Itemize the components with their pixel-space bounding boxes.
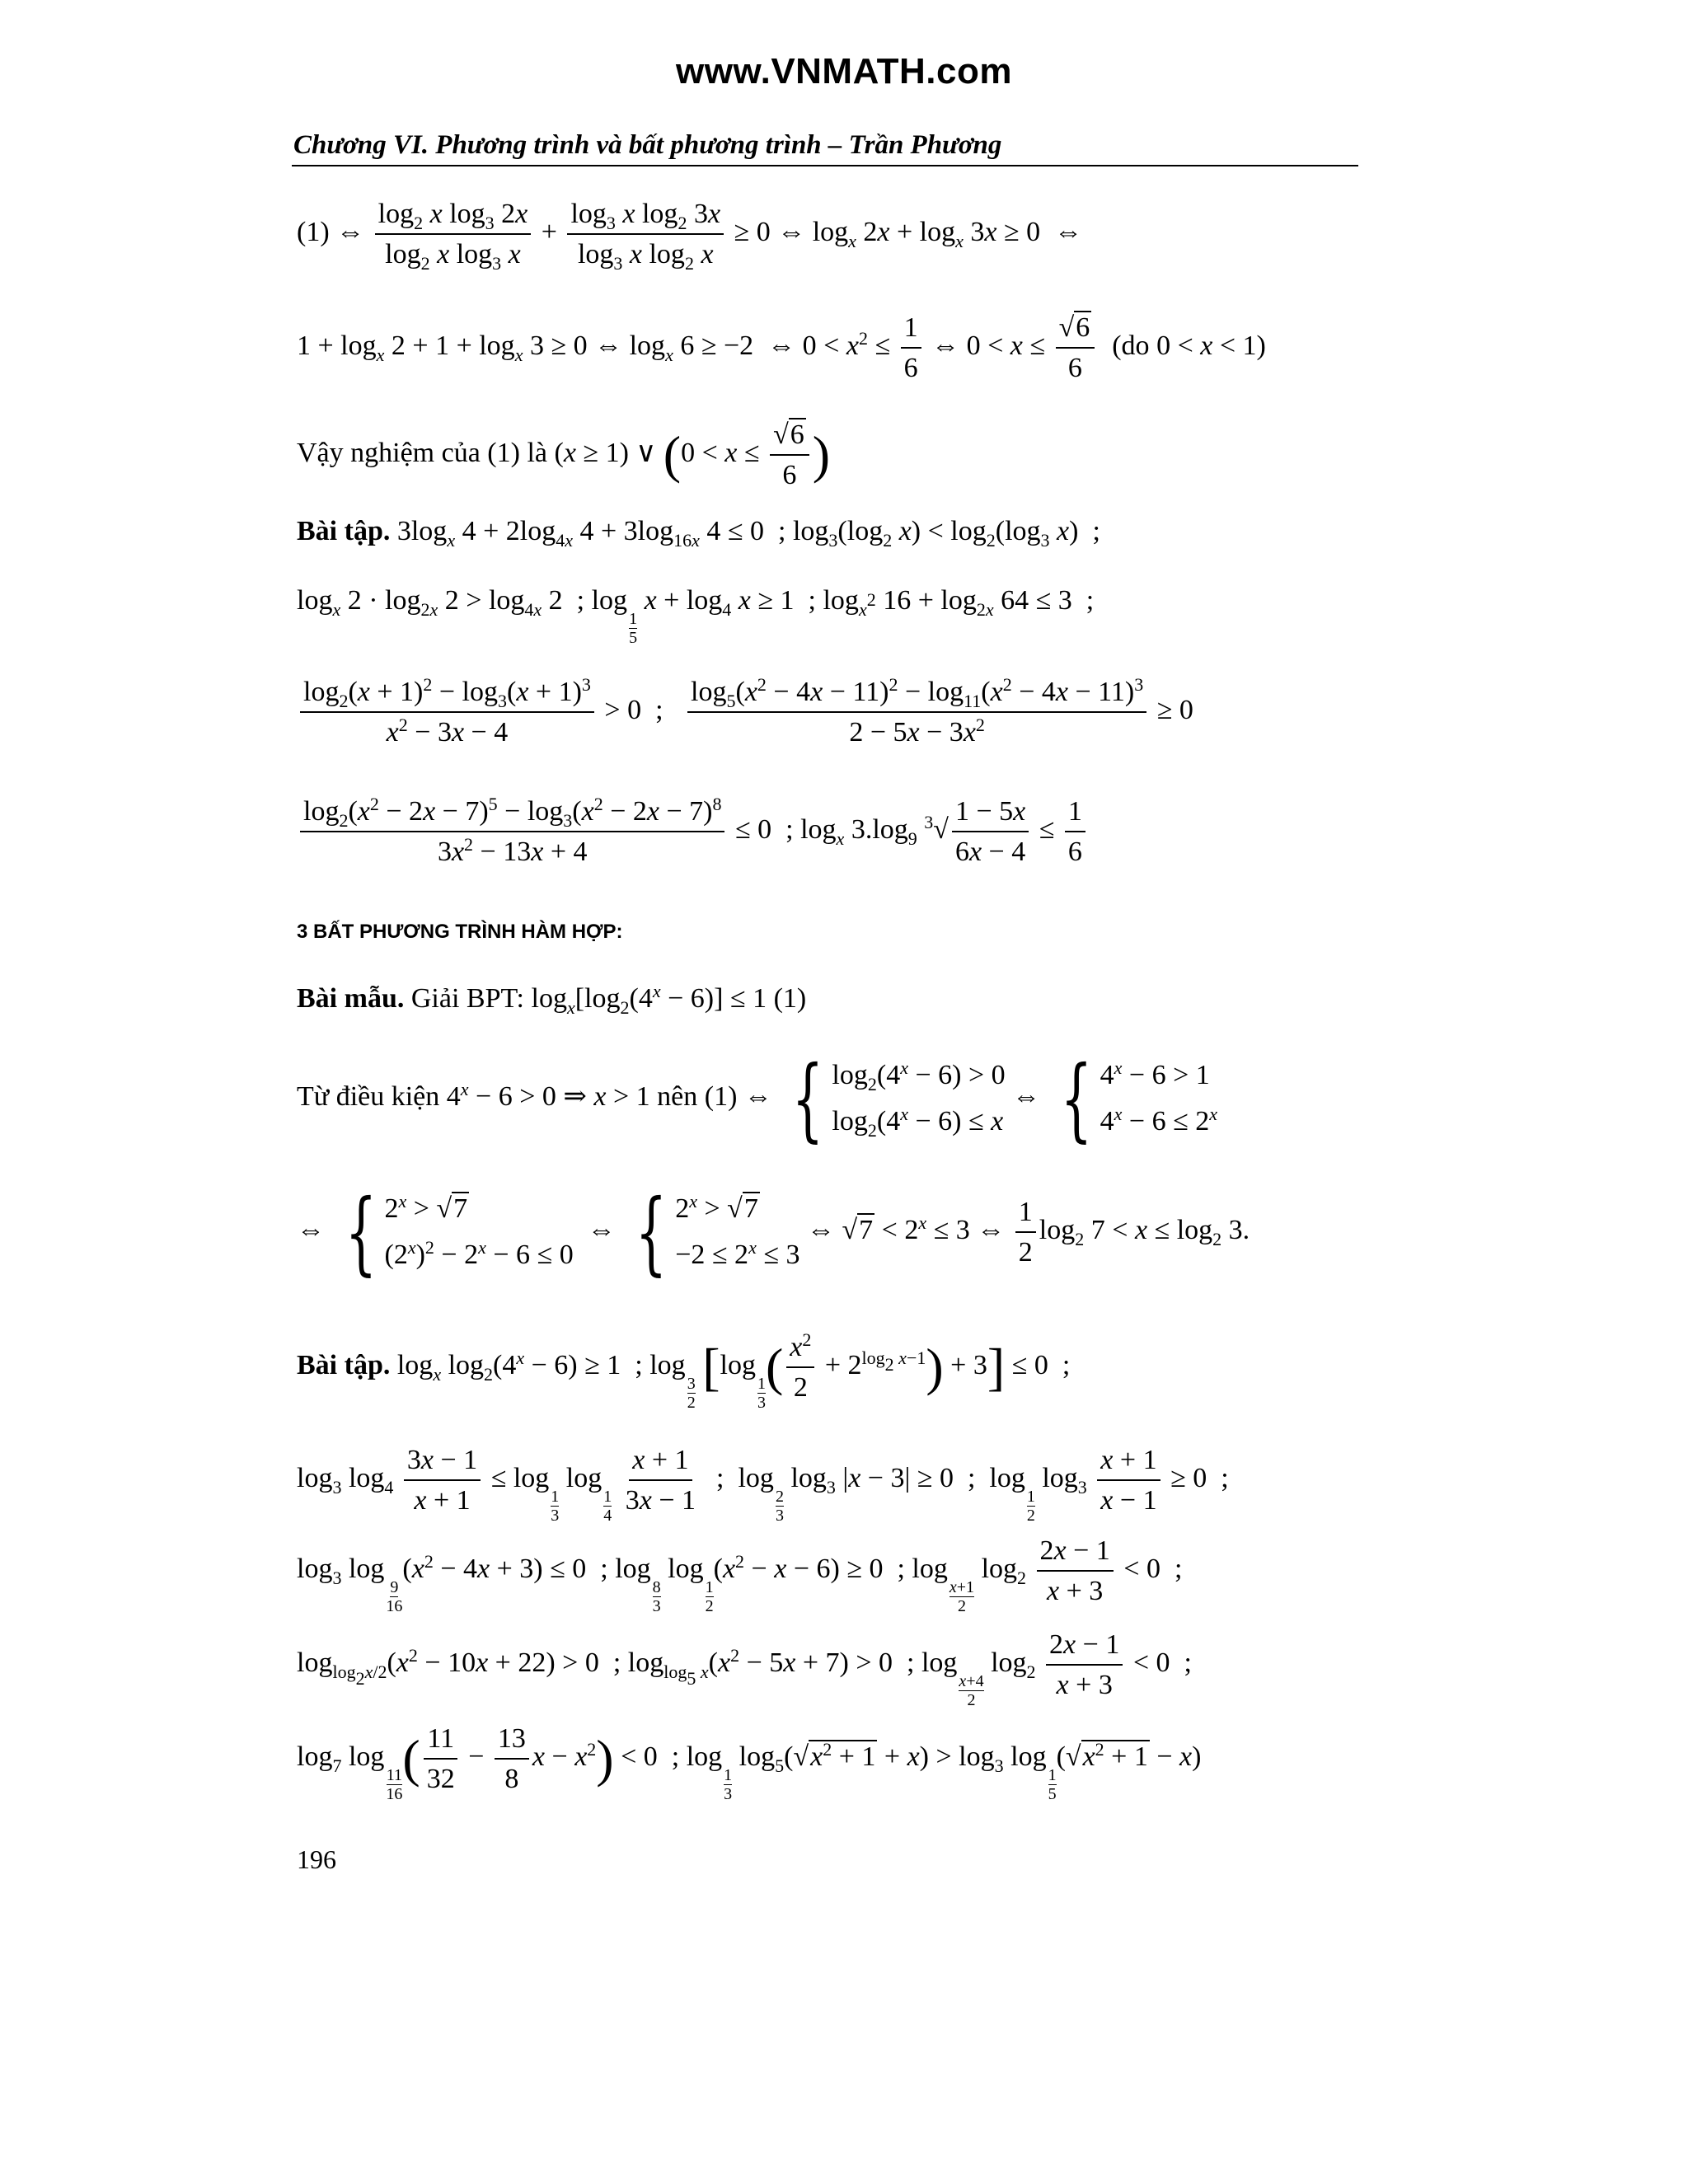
equation-system: { $4^x - 6 > 1$ $4^x - 6 \le 2^x$ xyxy=(1060,1046,1218,1151)
conclusion-line: Vậy nghiệm của (1) là (x ≥ 1) ∨ (0 < x ≤ $\frac{√6}{6}$ ) xyxy=(297,419,831,491)
exercise-line-5: Bài tập. $\log_x \log_2(4^x - 6) \ge 1$ ; log $\frac{3}{2}$ [log $\frac{1}{3}$ ( $\frac{x^2}{2}$ + $2^{log_2 x-1}) + 3] \le 0$ ; xyxy=(297,1329,1071,1412)
equation-line-2: $1 + \log_x 2 + 1 + \log_x 3 \ge 0$ ⇔ $\log_x 6 \ge -2$ ⇔ $0 < x^2$ ≤ $\frac{1}{6}$ ⇔ 0 < x ≤ $\frac{√6}{6}$ (do 0 < x < 1) xyxy=(297,312,1266,384)
fraction: $\frac{x^2}{2}$ xyxy=(786,1331,814,1404)
example-label: Bài mẫu. xyxy=(297,983,405,1014)
equation-line-1: (1) ⇔ $\frac{\log_2 x \log_3 2x}{\log_2 x \log_3 x}$ + $\frac{\log_3 x \log_2 3x}{\log_3 x \log_2 x}$ ≥ 0 ⇔ $\log_x 2x + \log_x 3x \ge 0$ ⇔ xyxy=(297,199,1083,274)
exercise-line-7: $\log_3 \log$ $\frac{9}{16}$ $(x^2 - 4x + 3) \le 0$ ; log $\frac{8}{3}$ log $\frac{1}{2}$ $(x^2 - x - 6) \ge 0$ ; log $\frac{x+1}{2}$ $\log_2$ $\frac{2x - 1}{x + 3}$ < 0 ; xyxy=(297,1535,1183,1615)
fraction: $\frac{\log_2 x \log_3 2x}{\log_2 x \log_3 x}$ xyxy=(375,198,532,270)
header-rule xyxy=(292,165,1358,166)
exercise-line-3: $\frac{\log_2(x + 1)^2 - \log_3(x + 1)^3}{x^2 - 3x - 4}$ > 0 ; $\frac{\log_5(x^2 - 4x - 11)^2 - \log_{11}(x^2 - 4x - 11)^3}{2 - 5x - 3x^2}$ ≥ 0 xyxy=(297,676,1193,748)
exercise-label: Bài tập. xyxy=(297,1349,391,1380)
example-system-line: Từ điều kiện $4^x - 6 > 0$ ⇒ x > 1 nên (1) ⇔ { $\log_2(4^x - 6) > 0$ $\log_2(4^x - 6) \le x$ ⇔ { $4^x - 6 > 1$ $4^x - 6 \le 2^x$ xyxy=(297,1046,1218,1151)
fraction: $\frac{3x - 1}{x + 1}$ xyxy=(404,1444,481,1516)
from-condition-label: Từ điều kiện xyxy=(297,1080,440,1112)
fraction: $\frac{13}{8}$ xyxy=(495,1722,529,1795)
fraction: $\frac{x + 1}{x - 1}$ xyxy=(1097,1444,1160,1516)
exercise-line-6: $\log_3 \log_4$ $\frac{3x - 1}{x + 1}$ ≤ log $\frac{1}{3}$ log $\frac{1}{4}$ $\frac{x + 1}{3x - 1}$ ; log $\frac{2}{3}$ $\log_3 |x - 3| \ge 0$ ; log $\frac{1}{2}$ $\log_3$ $\frac{x + 1}{x - 1}$ ≥ 0 ; xyxy=(297,1445,1229,1525)
fraction: $\frac{x + 1}{3x - 1}$ xyxy=(625,1445,696,1516)
fraction: $\frac{√6}{6}$ xyxy=(770,419,809,491)
fraction: $\frac{1}{6}$ xyxy=(1065,795,1085,868)
chapter-title: Chương VI. Phương trình và bất phương trình – Trần Phương xyxy=(293,130,1002,160)
fraction: $\frac{1 - 5x}{6x - 4}$ xyxy=(952,795,1029,868)
fraction: $\frac{2x - 1}{x + 3}$ xyxy=(1037,1535,1114,1607)
site-header: www.VNMATH.com xyxy=(676,51,1012,91)
fraction: $\frac{\log_2(x^2 - 2x - 7)^5 - \log_3(x^2 - 2x - 7)^8}{3x^2 - 13x + 4}$ xyxy=(300,795,724,868)
fraction: $\frac{\log_3 x \log_2 3x}{\log_3 x \log_2 x}$ xyxy=(567,198,724,270)
fraction: $\frac{1}{6}$ xyxy=(901,312,921,384)
exercise-line-1: Bài tập. $3\log_x$ $4 + 2\log_{4x}$ $4 + 3\log_{16x}$ 4 ≤ 0 ; $\log_3(\log_2$ $x) < \log_2(\log_3$ x) ; xyxy=(297,516,1100,551)
example-line: Bài mẫu. Giải BPT: $\log_x[\log_2(4^x - 6)] \le 1$ (1) xyxy=(297,981,807,1018)
exercise-label: Bài tập. xyxy=(297,516,391,546)
section-heading: 3 BẤT PHƯƠNG TRÌNH HÀM HỢP: xyxy=(297,921,623,943)
fraction: $\frac{1}{2}$ xyxy=(1015,1196,1036,1268)
fraction: $\frac{√6}{6}$ xyxy=(1056,312,1095,384)
exercise-line-9: $\log_7 \log$ $\frac{11}{16}$ ( $\frac{11}{32}$ − $\frac{13}{8}$ $x - x^2) < 0$ ; log $\frac{1}{3}$ $\log_5(√x^2 + 1 + x) > \log_3 \log$ $\frac{1}{5}$ $(√x^2 + 1 - x)$ xyxy=(297,1723,1202,1803)
solve-label: Giải BPT: xyxy=(410,983,525,1014)
equation-system: { $\log_2(4^x - 6) > 0$ $\log_2(4^x - 6) \le x$ xyxy=(792,1046,1006,1151)
so-label: nên xyxy=(657,1080,698,1112)
derivation-line: ⇔ { $2^x > √7$ $(2^x)^2 - 2^x - 6 \le 0$ ⇔ { $2^x > √7$ $-2 \le 2^x \le 3$ ⇔ $√7 < 2^x \le 3$ ⇔ $\frac{1}{2}$ $\log_2 7 < x \le \log_2 3$. xyxy=(297,1179,1250,1285)
fraction: $\frac{11}{32}$ xyxy=(424,1722,458,1795)
page-number: 196 xyxy=(297,1844,336,1874)
conclusion-label: Vậy nghiệm của (1) là xyxy=(297,437,547,468)
equation-system: { $2^x > √7$ $(2^x)^2 - 2^x - 6 \le 0$ xyxy=(345,1179,574,1285)
exercise-line-4: $\frac{\log_2(x^2 - 2x - 7)^5 - \log_3(x^2 - 2x - 7)^8}{3x^2 - 13x + 4}$ ≤ 0 ; $\log_x 3.\log_9$ $^3$√ $\frac{1 - 5x}{6x - 4}$ ≤ $\frac{1}{6}$ xyxy=(297,795,1089,868)
fraction: $\frac{\log_5(x^2 - 4x - 11)^2 - \log_{11}(x^2 - 4x - 11)^3}{2 - 5x - 3x^2}$ xyxy=(687,676,1146,748)
eq1-tag: (1) ⇔ xyxy=(297,216,365,247)
equation-system: { $2^x > √7$ $-2 \le 2^x \le 3$ xyxy=(635,1179,800,1285)
exercise-line-2: $\log_x 2 \cdot \log_{2x} 2 > \log_{4x} 2$ ; log $\frac{1}{5}$ $x + \log_4 x \ge 1$ ; $\log_{x^2} 16 + \log_{2x} 64 \le 3$ ; xyxy=(297,585,1095,647)
do-note: (do xyxy=(1112,330,1150,361)
exercise-line-8: $\log_{log_2x/2}(x^2 - 10x + 22) > 0$ ; $\log_{log_5 x}(x^2 - 5x + 7) > 0$ ; log $\frac{x+4}{2}$ $\log_2$ $\frac{2x - 1}{x + 3}$ < 0 ; xyxy=(297,1629,1192,1709)
fraction: $\frac{2x - 1}{x + 3}$ xyxy=(1046,1629,1123,1701)
fraction: $\frac{\log_2(x + 1)^2 - \log_3(x + 1)^3}{x^2 - 3x - 4}$ xyxy=(300,676,594,748)
